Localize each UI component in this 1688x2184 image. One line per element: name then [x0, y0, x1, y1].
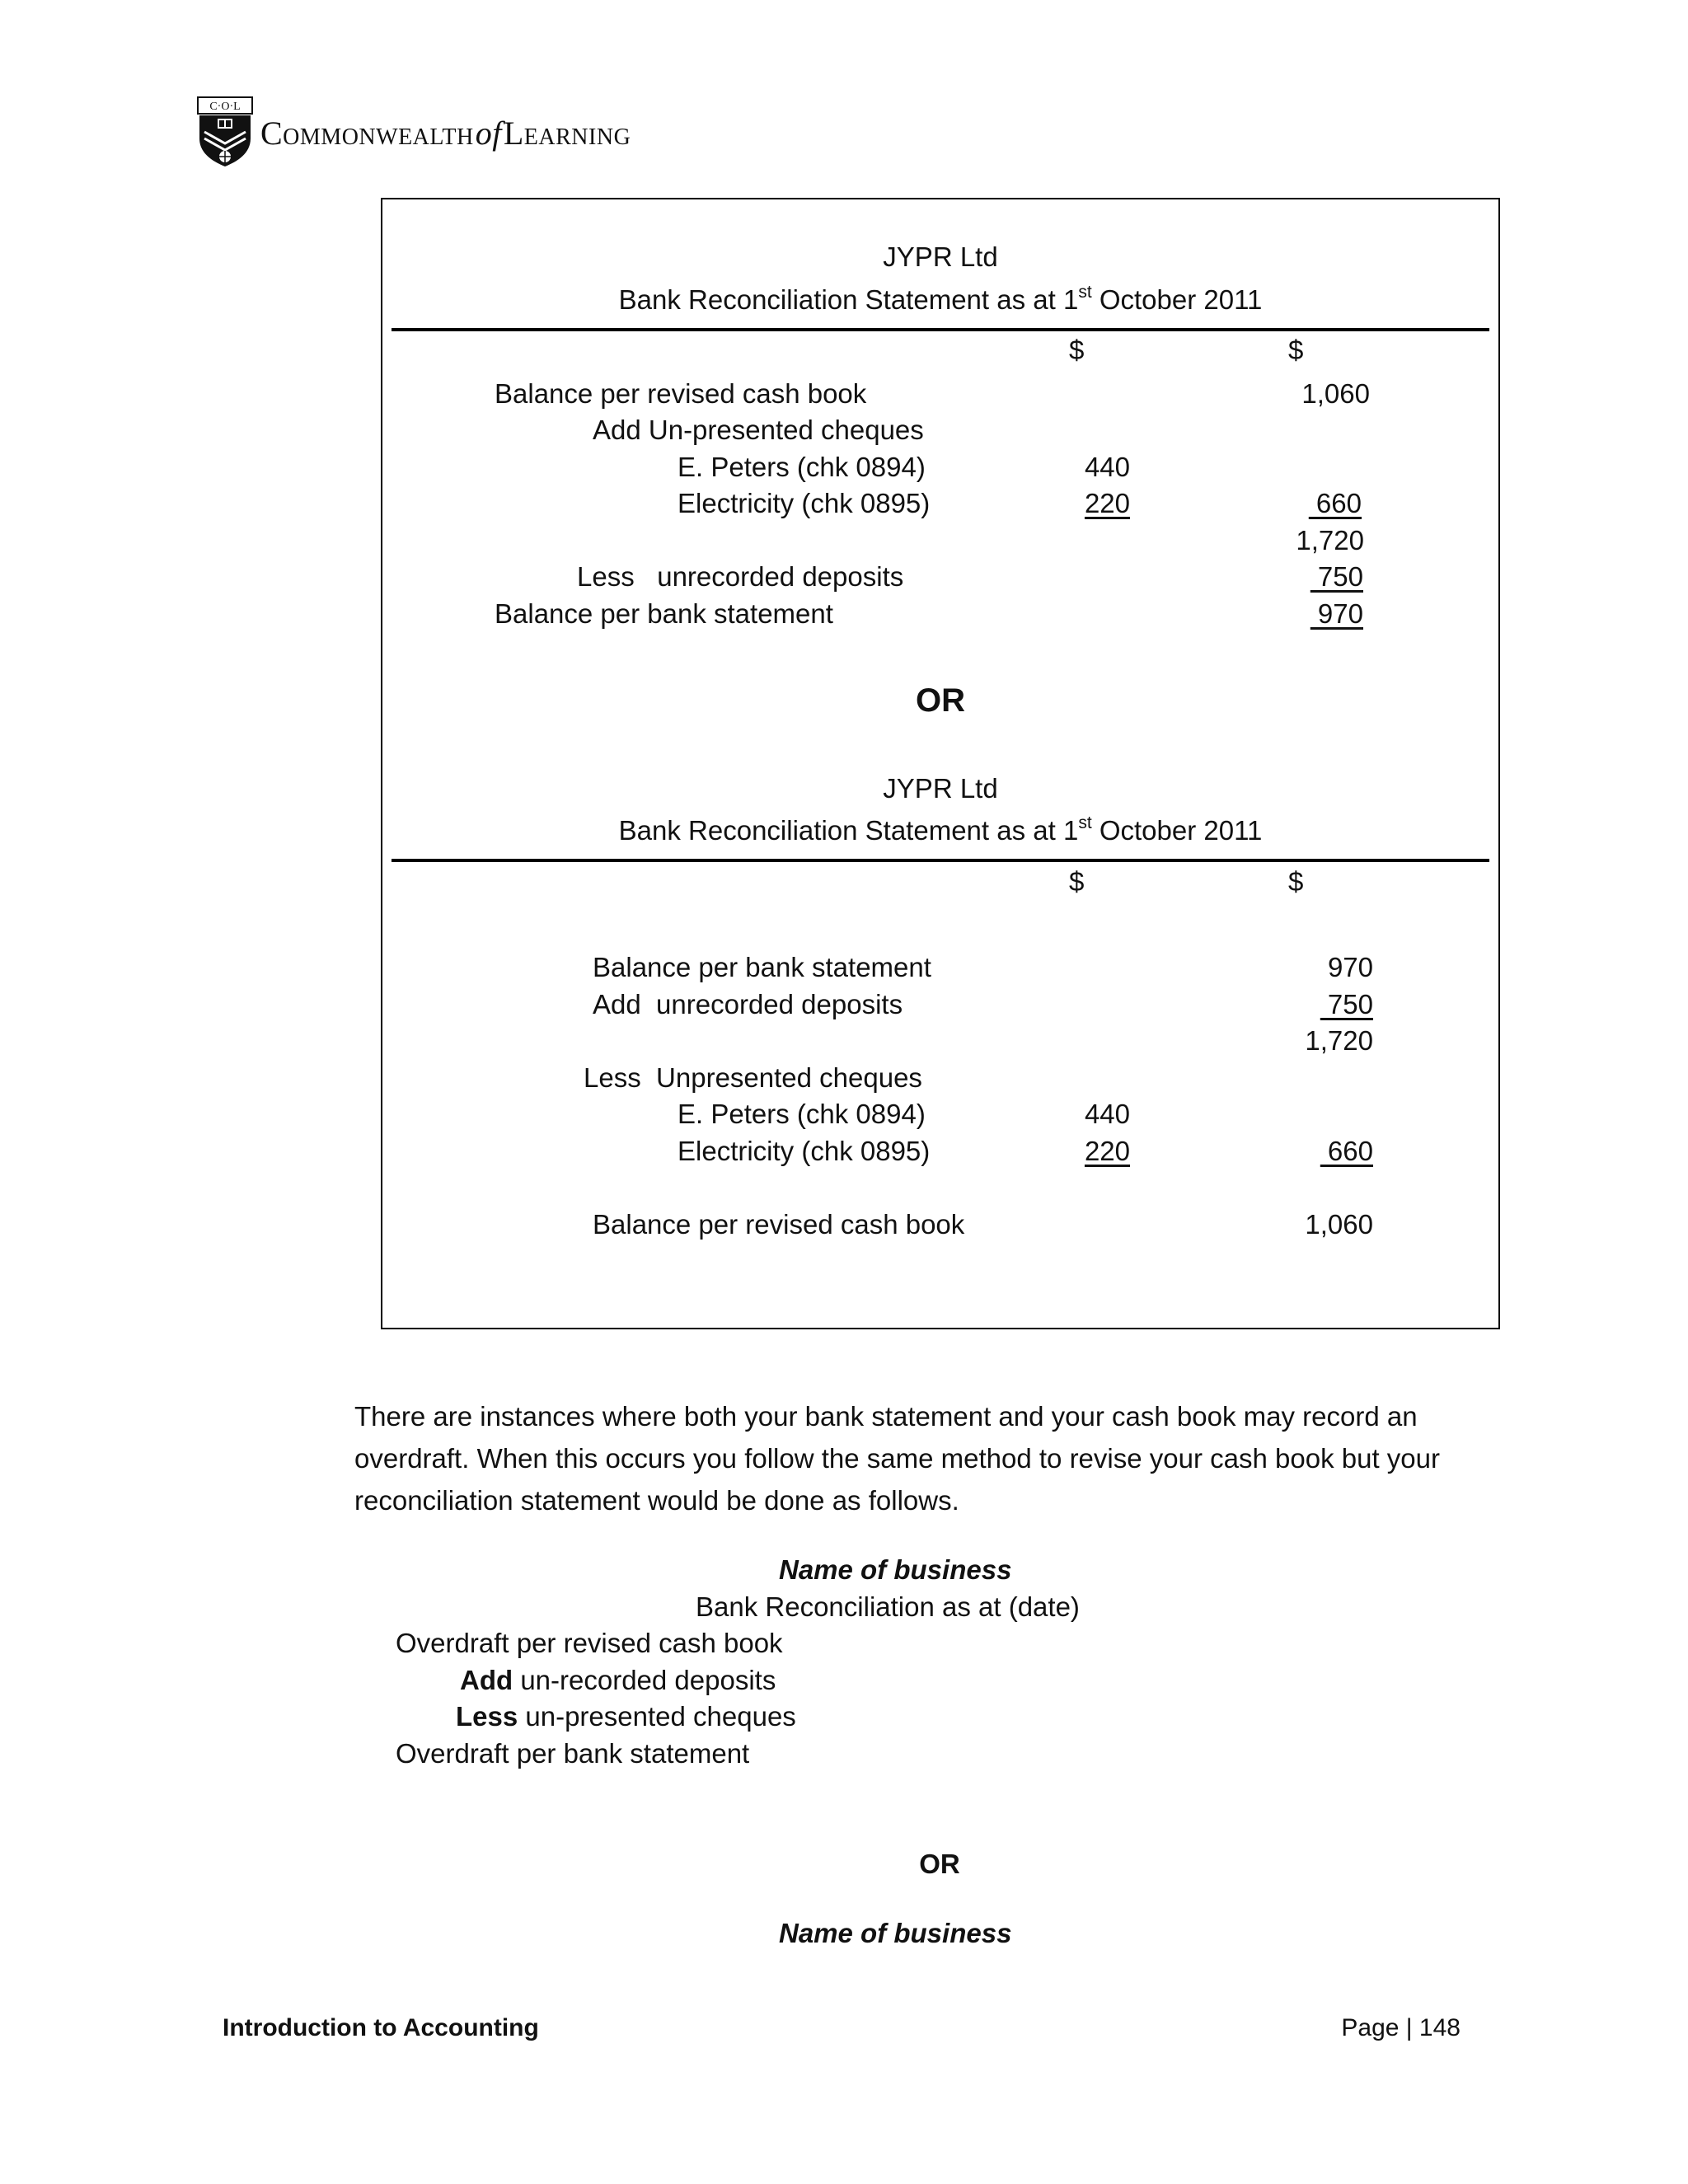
svg-text:C·O·L: C·O·L: [209, 101, 241, 113]
template-add-line: Add un-recorded deposits: [460, 1665, 776, 1695]
statement1-col1-header: $: [1069, 335, 1085, 365]
s1-row-label: Electricity (chk 0895): [678, 488, 931, 518]
footer-course-title: Introduction to Accounting: [223, 2014, 539, 2041]
s1-row-label: Balance per bank statement: [495, 598, 833, 629]
paragraph-line: overdraft. When this occurs you follow the same method to revise your cash book but your: [354, 1443, 1440, 1474]
statement2-col2-header: $: [1288, 866, 1304, 897]
s2-row-subamount: 440: [1084, 1099, 1130, 1129]
paragraph-line: reconciliation statement would be done as follows.: [354, 1485, 959, 1516]
s2-row-label: E. Peters (chk 0894): [678, 1099, 926, 1129]
s1-row-amount: 1,720: [1296, 525, 1364, 555]
org-name: CommonwealthofLearning: [260, 115, 631, 152]
statement2-rule: [392, 859, 1489, 862]
s1-row-label: Add Un-presented cheques: [593, 415, 924, 445]
or-separator: OR: [916, 682, 965, 719]
s1-row-amount: 660: [1308, 488, 1362, 518]
s1-row-label: Balance per revised cash book: [495, 378, 867, 409]
template-title: Bank Reconciliation as at (date): [696, 1591, 1080, 1622]
template-line: Overdraft per revised cash book: [396, 1628, 783, 1658]
or-separator-2: OR: [919, 1849, 960, 1879]
paragraph-line: There are instances where both your bank statement and your cash book may record an: [354, 1401, 1418, 1432]
s2-row-label: Electricity (chk 0895): [678, 1136, 931, 1166]
s2-row-subamount: 220: [1084, 1136, 1130, 1166]
template-business-name: Name of business: [779, 1554, 1012, 1585]
statement2-col1-header: $: [1069, 866, 1085, 897]
s1-row-label: Less unrecorded deposits: [577, 561, 904, 592]
statement1-title: Bank Reconciliation Statement as at 1st October 2011: [618, 283, 1263, 315]
statement1-col2-header: $: [1288, 335, 1304, 365]
statement1-rule: [392, 328, 1489, 331]
s2-row-amount: 1,060: [1305, 1209, 1373, 1240]
s1-row-amount: 1,060: [1301, 378, 1370, 409]
template-line: Overdraft per bank statement: [396, 1738, 750, 1769]
statement1-company: JYPR Ltd: [883, 241, 998, 272]
s1-row-amount: 970: [1310, 598, 1363, 629]
col-crest-logo-icon: [196, 96, 254, 168]
template2-business-name: Name of business: [779, 1918, 1012, 1948]
s1-row-amount: 750: [1310, 561, 1363, 592]
statement2-company: JYPR Ltd: [883, 773, 998, 804]
s1-row-subamount: 440: [1084, 452, 1130, 482]
statement2-title: Bank Reconciliation Statement as at 1st October 2011: [618, 813, 1263, 846]
s2-row-amount: 660: [1320, 1136, 1373, 1166]
template-less-line: Less un-presented cheques: [456, 1701, 796, 1732]
s2-row-label: Balance per bank statement: [593, 952, 931, 982]
s2-row-amount: 750: [1320, 989, 1373, 1019]
s1-row-subamount: 220: [1084, 488, 1130, 518]
s2-row-amount: 970: [1327, 952, 1373, 982]
s2-row-label: Add unrecorded deposits: [593, 989, 903, 1019]
s2-row-label: Balance per revised cash book: [593, 1209, 965, 1240]
footer-page-number: Page | 148: [1341, 2014, 1461, 2041]
s2-row-label: Less Unpresented cheques: [584, 1062, 922, 1093]
s2-row-amount: 1,720: [1305, 1025, 1373, 1056]
s1-row-label: E. Peters (chk 0894): [678, 452, 926, 482]
